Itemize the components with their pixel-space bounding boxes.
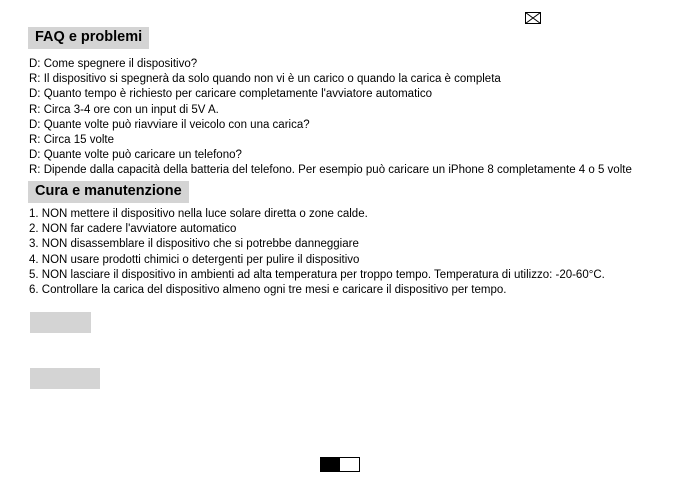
- page-marker-light-half: [340, 458, 359, 471]
- faq-line: D: Quanto tempo è richiesto per caricare completamente l'avviatore automatico: [29, 88, 432, 101]
- page-marker: [320, 457, 360, 472]
- cura-section-heading: [28, 181, 189, 203]
- faq-list: [29, 57, 659, 179]
- cura-line: 2. NON far cadere l'avviatore automatico: [29, 223, 237, 236]
- cura-heading-text: Cura e manutenzione: [28, 181, 189, 203]
- faq-section-heading: [28, 27, 149, 49]
- cura-line: 1. NON mettere il dispositivo nella luce solare diretta o zone calde.: [29, 208, 368, 220]
- redaction-block-lower: [30, 368, 100, 389]
- faq-line: R: Circa 3-4 ore con un input di 5V A.: [29, 103, 219, 116]
- redaction-block-upper: [30, 312, 91, 333]
- faq-line: D: Quante volte può caricare un telefono?: [29, 149, 242, 162]
- cura-line: 5. NON lasciare il dispositivo in ambienti ad alta temperatura per troppo tempo. Temperatura di utilizzo: -20-60°C.: [29, 268, 605, 281]
- faq-line: D: Quante volte può riavviare il veicolo con una carica?: [29, 118, 310, 131]
- cura-line: 6. Controllare la carica del dispositivo almeno ogni tre mesi e caricare il dispositivo per tempo.: [29, 284, 507, 297]
- faq-line: R: Circa 15 volte: [29, 134, 115, 147]
- faq-line: R: Il dispositivo si spegnerà da solo quando non vi è un carico o quando la carica è completa: [29, 73, 501, 86]
- faq-line: D: Come spegnere il dispositivo?: [29, 58, 198, 70]
- faq-line: R: Dipende dalla capacità della batteria del telefono. Per esempio può caricare un iPhone 8 completamente 4 o 5 volte: [29, 164, 632, 177]
- page-marker-dark-half: [321, 458, 340, 471]
- envelope-icon: [525, 11, 541, 23]
- cura-line: 3. NON disassemblare il dispositivo che si potrebbe danneggiare: [29, 238, 359, 251]
- faq-heading-text: FAQ e problemi: [28, 27, 149, 49]
- cura-list: [29, 207, 659, 298]
- cura-line: 4. NON usare prodotti chimici o detergenti per pulire il dispositivo: [29, 253, 360, 266]
